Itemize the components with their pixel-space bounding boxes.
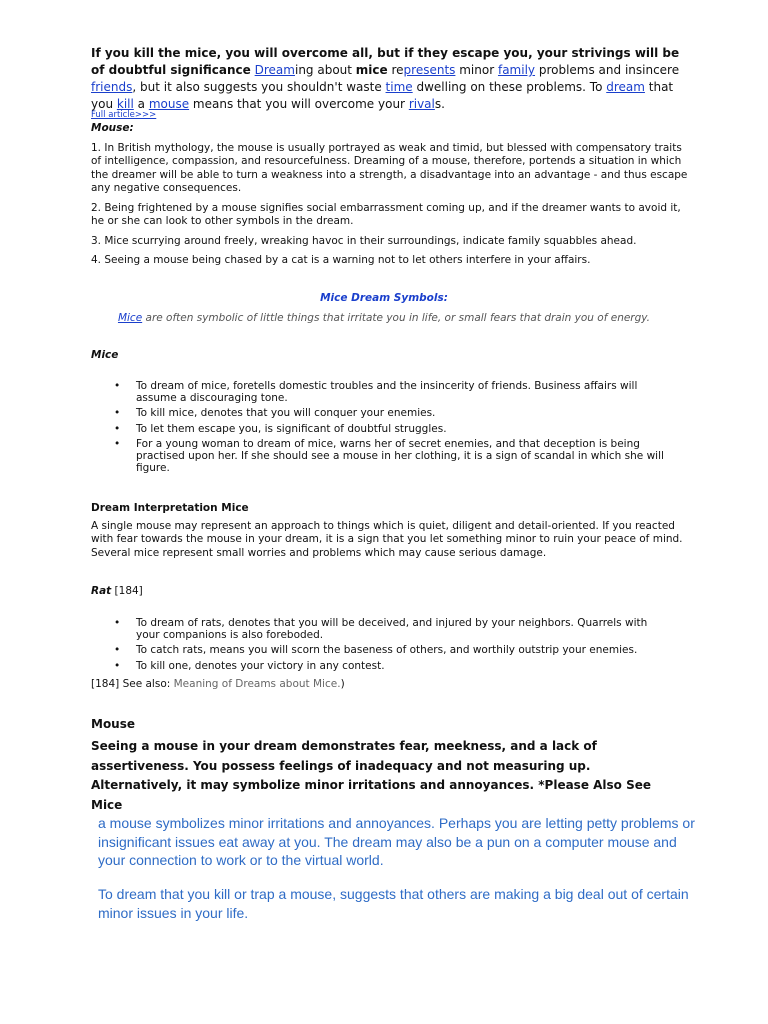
list-item-text: To dream of mice, foretells domestic troubles and the insincerity of friends. Business affairs will assume a discouraging tone. — [136, 380, 638, 405]
list-item-text: For a young woman to dream of mice, warns her of secret enemies, and that deception is being practised upon her. If she should see a mouse in her clothing, it is a sign of scandal in which she will figure. — [136, 437, 664, 475]
link-time[interactable]: time — [385, 80, 413, 94]
mice-symbols-text: are often symbolic of little things that irritate you in life, or small fears that drain you of energy. — [142, 312, 651, 324]
intro-text: ing about — [294, 63, 356, 77]
bullet-icon: • — [114, 617, 121, 629]
dream-interpretation-text: A single mouse may represent an approach to things which is quiet, diligent and detail-oriented. If you reacted with fear towards the mouse in your dream, it is a sign that you let something minor to ruin your peace of mind. Several mice represent small worries and problems which may cause serious damage. — [91, 520, 683, 559]
mouse-section-title: Mouse: — [91, 122, 134, 134]
intro-text: re — [387, 63, 404, 77]
mice-section-title: Mice — [91, 349, 119, 361]
mouse-item-3: 3. Mice scurrying around freely, wreaking havoc in their surroundings, indicate family squabbles ahead. — [91, 235, 637, 247]
full-article-link[interactable]: Full article>>> — [91, 110, 157, 120]
mice-list — [91, 380, 671, 474]
link-presents[interactable]: presents — [403, 63, 456, 77]
mice-symbols-paragraph — [0, 312, 768, 324]
mouse-section2-title: Mouse — [91, 717, 136, 731]
intro-text: means that you will overcome your — [189, 97, 409, 111]
list-item — [91, 380, 671, 404]
mice-symbols-title: Mice Dream Symbols: — [320, 292, 448, 304]
link-rival[interactable]: rival — [408, 97, 435, 111]
blue-paragraph-1: a mouse symbolizes minor irritations and annoyances. Perhaps you are letting petty problems or insignificant issues eat away at you. The dream may also be a pun on a computer mouse and your connection to work or to the virtual world. — [98, 815, 695, 868]
bullet-icon: • — [114, 380, 121, 392]
list-item-text: To dream of rats, denotes that you will be deceived, and injured by your neighbors. Quarrels with your companions is also foreboded. — [136, 617, 648, 642]
rat-title: Rat — [91, 585, 112, 597]
intro-text: problems and insincere — [535, 63, 680, 77]
intro-text: dwelling on these problems. To — [412, 80, 607, 94]
bullet-icon: • — [114, 422, 121, 435]
rat-ref: [184] — [111, 585, 143, 597]
link-friends[interactable]: friends — [91, 80, 133, 94]
intro-bold-lead: If you kill the mice, you will overcome all, but if they escape you, your strivings will be of doubtful significance — [91, 46, 680, 77]
list-item — [91, 423, 671, 435]
list-item — [91, 644, 671, 656]
list-item — [91, 438, 671, 475]
intro-mice: mice — [355, 63, 388, 77]
list-item — [91, 407, 671, 419]
list-item — [91, 617, 671, 641]
list-item-text: To kill mice, denotes that you will conquer your enemies. — [136, 407, 436, 420]
mouse-item-1: 1. In British mythology, the mouse is usually portrayed as weak and timid, but blessed with compensatory traits of intelligence, compassion, and resourcefulness. Dreaming of a mouse, therefore, portends a situation in which the dreamer will be able to turn a weakness into a strength, a disadvantage into an advantage - and thus escape any negative consequences. — [91, 142, 688, 195]
list-item — [91, 660, 671, 672]
mouse-item-2: 2. Being frightened by a mouse signifies social embarrassment coming up, and if the dreamer wants to avoid it, he or she can look to other symbols in the dream. — [91, 202, 681, 228]
link-mice[interactable]: Mice — [117, 312, 143, 324]
link-dream[interactable]: Dream — [254, 63, 295, 77]
blue-paragraph-2: To dream that you kill or trap a mouse, suggests that others are making a big deal out of certain minor issues in your life. — [98, 886, 689, 921]
intro-text: that you — [91, 80, 674, 111]
list-item-text: To catch rats, means you will scorn the baseness of others, and worthily outstrip your enemies. — [136, 644, 638, 657]
see-also-link[interactable]: Meaning of Dreams about Mice. — [173, 678, 341, 690]
list-item-text: To kill one, denotes your victory in any contest. — [136, 659, 385, 672]
see-also-line — [91, 678, 345, 690]
rat-title-line — [91, 585, 143, 597]
link-family[interactable]: family — [497, 63, 536, 77]
intro-text: s. — [434, 97, 445, 111]
see-also-prefix: [184] See also: — [91, 678, 174, 690]
bullet-icon: • — [114, 437, 121, 450]
link-dream-2[interactable]: dream — [606, 80, 645, 94]
intro-text: minor — [455, 63, 498, 77]
list-item-text: To let them escape you, is significant of doubtful struggles. — [136, 422, 447, 435]
mouse-section2-text: Seeing a mouse in your dream demonstrates fear, meekness, and a lack of assertiveness. You possess feelings of inadequacy and not measuring up. Alternatively, it may symbolize minor irritations and annoyances. *Please Also See Mice — [91, 739, 652, 812]
bullet-icon: • — [114, 659, 121, 672]
intro-text: a — [133, 97, 149, 111]
rat-list — [91, 617, 671, 672]
dream-interpretation-title: Dream Interpretation Mice — [91, 502, 249, 514]
intro-paragraph — [91, 45, 691, 113]
link-mouse[interactable]: mouse — [148, 97, 190, 111]
bullet-icon: • — [114, 407, 121, 420]
mouse-item-4: 4. Seeing a mouse being chased by a cat is a warning not to let others interfere in your affairs. — [91, 254, 591, 266]
see-also-suffix: ) — [340, 678, 345, 690]
intro-text: , but it also suggests you shouldn't waste — [132, 80, 386, 94]
bullet-icon: • — [114, 644, 121, 657]
link-kill[interactable]: kill — [116, 97, 134, 111]
